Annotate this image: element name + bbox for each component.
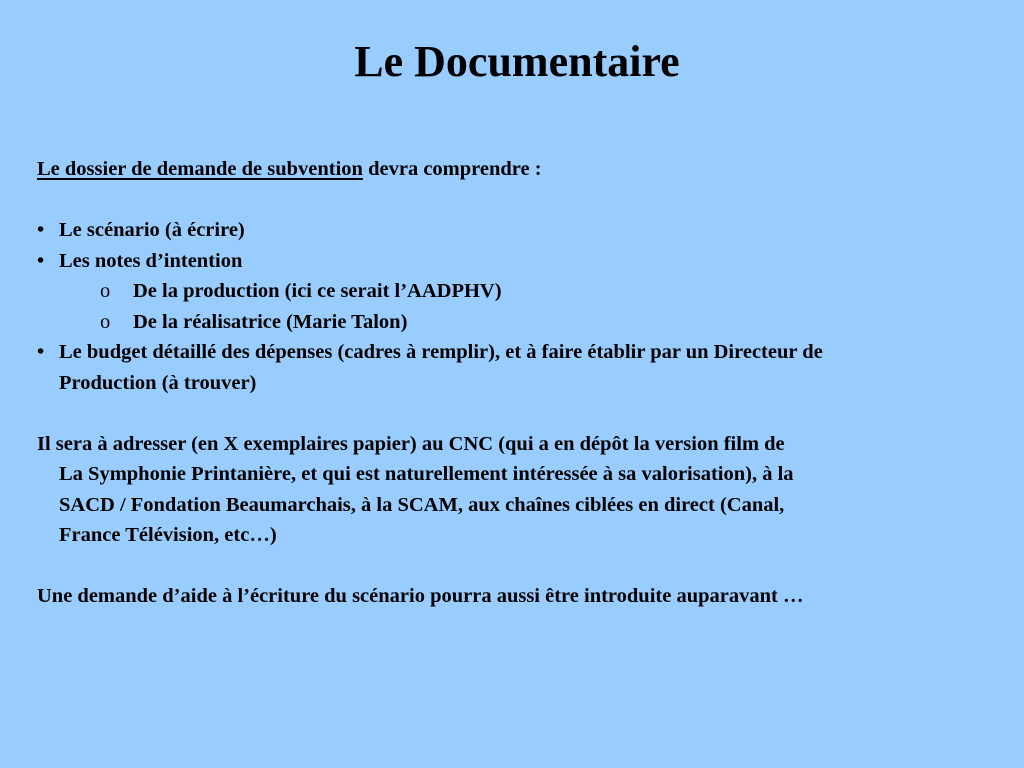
- bullet-text: Les notes d’intention: [59, 249, 243, 272]
- paragraph-address-line-4: France Télévision, etc…): [59, 524, 277, 546]
- slide-title: Le Documentaire: [354, 37, 680, 86]
- spacer: [37, 551, 1017, 582]
- bullet-item-budget: [37, 337, 1017, 368]
- spacer: [37, 398, 1017, 429]
- paragraph-address-line-3: SACD / Fondation Beaumarchais, à la SCAM, aux chaînes ciblées en direct (Canal,: [59, 493, 785, 516]
- spacer: [37, 185, 1017, 216]
- sub-bullet-item-production: [37, 276, 1017, 307]
- bullet-item-notes: [37, 246, 1017, 277]
- bullet-text: Le scénario (à écrire): [59, 219, 245, 241]
- bullet-icon: •: [37, 249, 45, 272]
- bullet-icon: •: [37, 341, 45, 363]
- sub-bullet-text: De la réalisatrice (Marie Talon): [133, 310, 408, 333]
- intro-rest-text: devra comprendre :: [362, 158, 542, 180]
- sub-bullet-item-realisatrice: [37, 307, 1017, 338]
- sub-bullet-text: De la production (ici ce serait l’AADPHV): [133, 280, 502, 302]
- circle-bullet-icon: o: [100, 280, 111, 302]
- intro-underlined-text: Le dossier de demande de subvention: [37, 158, 363, 180]
- circle-bullet-icon: o: [100, 310, 111, 333]
- slide-body: [37, 154, 1017, 612]
- bullet-text: Le budget détaillé des dépenses (cadres à remplir), et à faire établir par un Directeur de: [59, 341, 823, 363]
- intro-line: [37, 154, 1017, 185]
- bullet-item-scenario: [37, 215, 1017, 246]
- paragraph-address-line-1: Il sera à adresser (en X exemplaires papier) au CNC (qui a en dépôt la version film de: [37, 432, 785, 455]
- paragraph-address-line-2: La Symphonie Printanière, et qui est naturellement intéressée à sa valorisation), à la: [59, 463, 794, 485]
- bullet-icon: •: [37, 219, 45, 241]
- paragraph-writing-aid: Une demande d’aide à l’écriture du scénario pourra aussi être introduite auparavant …: [37, 585, 804, 607]
- bullet-item-budget-continuation: Production (à trouver): [59, 371, 257, 394]
